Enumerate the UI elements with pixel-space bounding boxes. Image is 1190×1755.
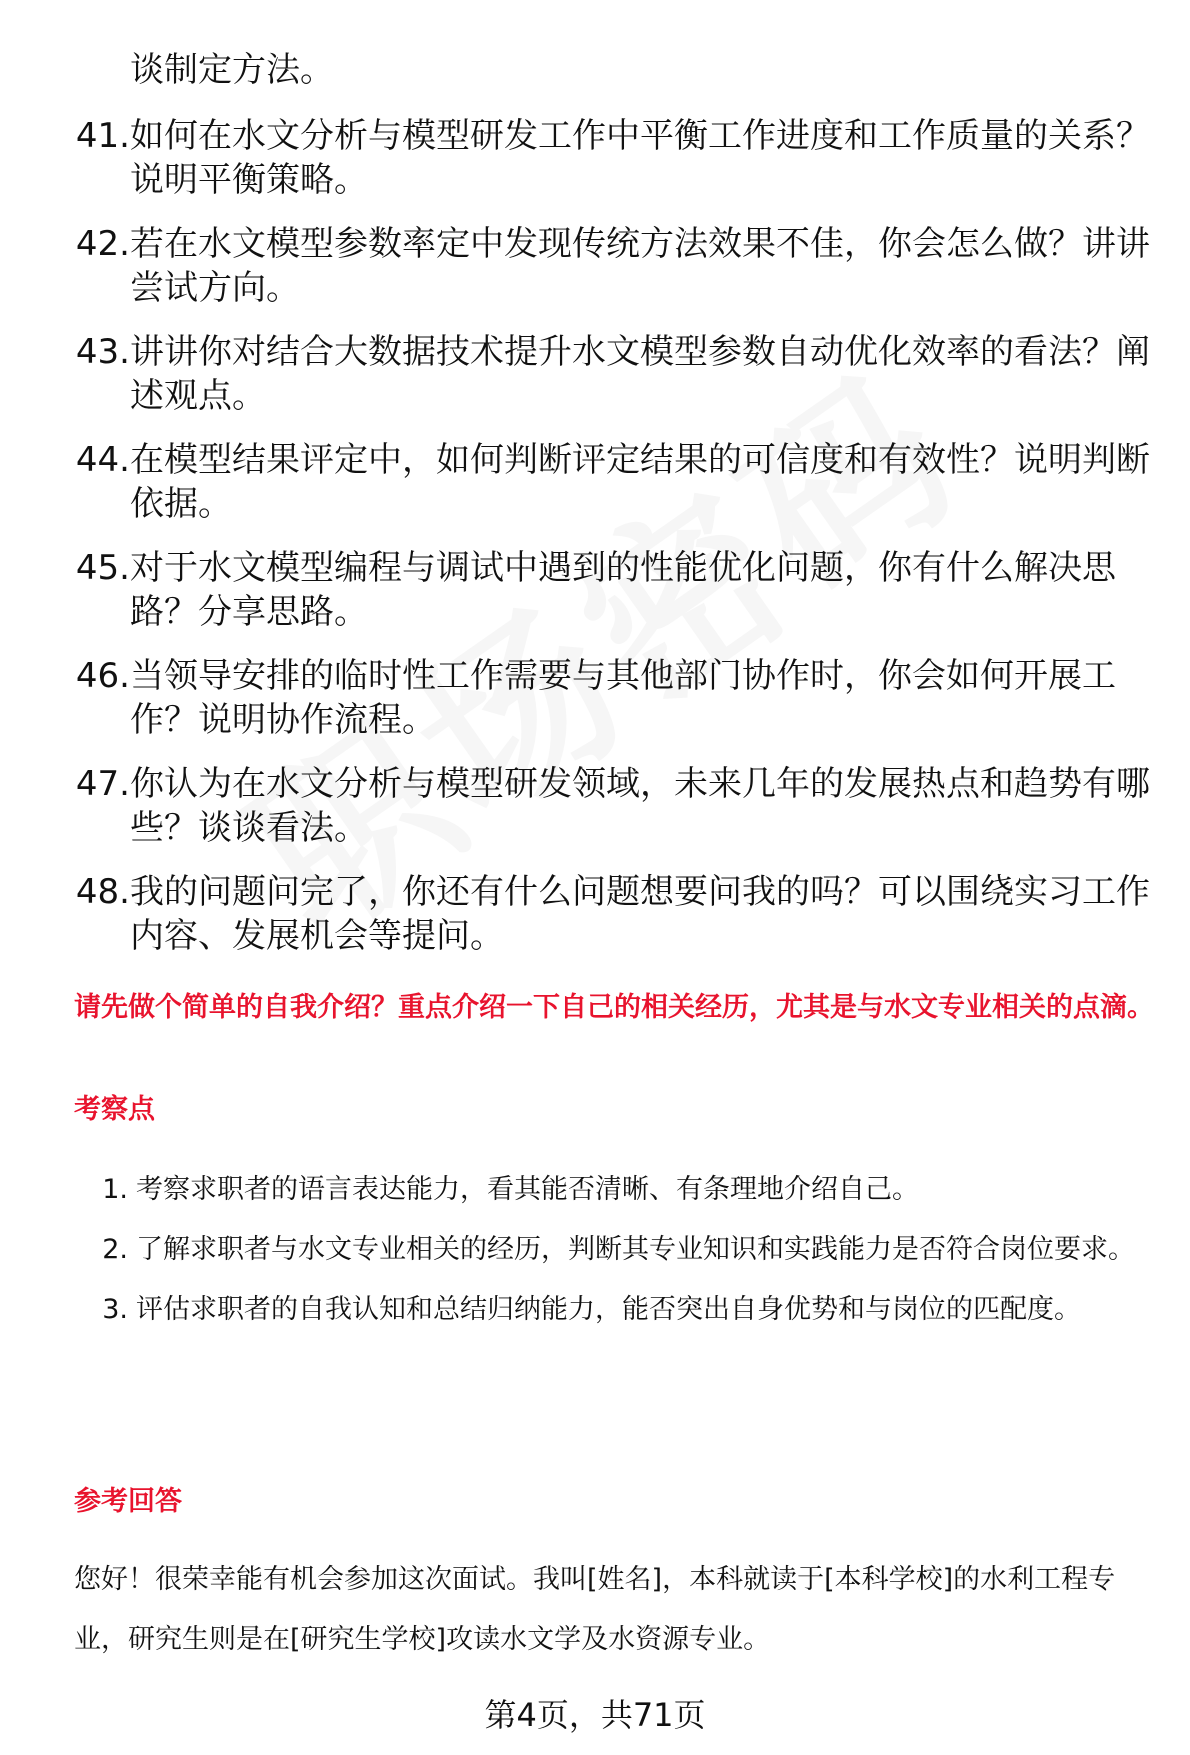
question-item xyxy=(60,870,1150,958)
question-number: 42. xyxy=(75,224,130,264)
question-item xyxy=(60,762,1150,850)
question-number: 44. xyxy=(75,440,130,480)
page-footer: 第4页，共71页 xyxy=(484,1696,706,1734)
question-item xyxy=(60,546,1150,634)
question-text: 对于水文模型编程与调试中遇到的性能优化问题，你有什么解决思路？分享思路。 xyxy=(130,548,1116,632)
focus-point-text: 评估求职者的自我认知和总结归纳能力，能否突出自身优势和与岗位的匹配度。 xyxy=(136,1294,1081,1325)
continuation-text: 谈制定方法。 xyxy=(130,50,334,90)
question-item xyxy=(60,222,1150,310)
featured-question xyxy=(74,988,1164,1028)
question-text: 当领导安排的临时性工作需要与其他部门协作时，你会如何开展工作？说明协作流程。 xyxy=(130,656,1116,740)
focus-point xyxy=(74,1220,1164,1280)
question-number: 43. xyxy=(75,332,130,372)
question-list xyxy=(60,48,1150,978)
focus-point-number: 3. xyxy=(102,1294,128,1325)
question-continuation xyxy=(60,48,1150,92)
answer-heading: 参考回答 xyxy=(74,1486,182,1517)
focus-heading: 考察点 xyxy=(74,1094,155,1125)
question-text: 你认为在水文分析与模型研发领域，未来几年的发展热点和趋势有哪些？谈谈看法。 xyxy=(130,764,1150,848)
question-number: 41. xyxy=(75,116,130,156)
question-text: 如何在水文分析与模型研发工作中平衡工作进度和工作质量的关系？说明平衡策略。 xyxy=(130,116,1150,200)
question-item xyxy=(60,114,1150,202)
question-number: 45. xyxy=(75,548,130,588)
focus-heading-block xyxy=(74,1090,1164,1130)
question-item xyxy=(60,330,1150,418)
focus-point-text: 考察求职者的语言表达能力，看其能否清晰、有条理地介绍自己。 xyxy=(136,1174,919,1205)
question-text: 若在水文模型参数率定中发现传统方法效果不佳，你会怎么做？讲讲尝试方向。 xyxy=(130,224,1150,308)
answer-heading-block xyxy=(74,1482,1164,1522)
featured-question-text: 请先做个简单的自我介绍？重点介绍一下自己的相关经历，尤其是与水文专业相关的点滴。 xyxy=(74,992,1154,1023)
focus-points-list xyxy=(74,1160,1164,1340)
question-text: 讲讲你对结合大数据技术提升水文模型参数自动优化效率的看法？阐述观点。 xyxy=(130,332,1150,416)
question-number: 48. xyxy=(75,872,130,912)
focus-point xyxy=(74,1160,1164,1220)
focus-point-text: 了解求职者与水文专业相关的经历，判断其专业知识和实践能力是否符合岗位要求。 xyxy=(136,1234,1135,1265)
focus-point-number: 2. xyxy=(102,1234,128,1265)
question-number: 47. xyxy=(75,764,130,804)
focus-point xyxy=(74,1280,1164,1340)
question-item xyxy=(60,654,1150,742)
question-item xyxy=(60,438,1150,526)
question-text: 在模型结果评定中，如何判断评定结果的可信度和有效性？说明判断依据。 xyxy=(130,440,1150,524)
question-number: 46. xyxy=(75,656,130,696)
question-text: 我的问题问完了，你还有什么问题想要问我的吗？可以围绕实习工作内容、发展机会等提问。 xyxy=(130,872,1150,956)
focus-point-number: 1. xyxy=(102,1174,128,1205)
answer-paragraph: 您好！很荣幸能有机会参加这次面试。我叫[姓名]，本科就读于[本科学校]的水利工程专业，研究生则是在[研究生学校]攻读水文学及水资源专业。 xyxy=(74,1564,1116,1655)
